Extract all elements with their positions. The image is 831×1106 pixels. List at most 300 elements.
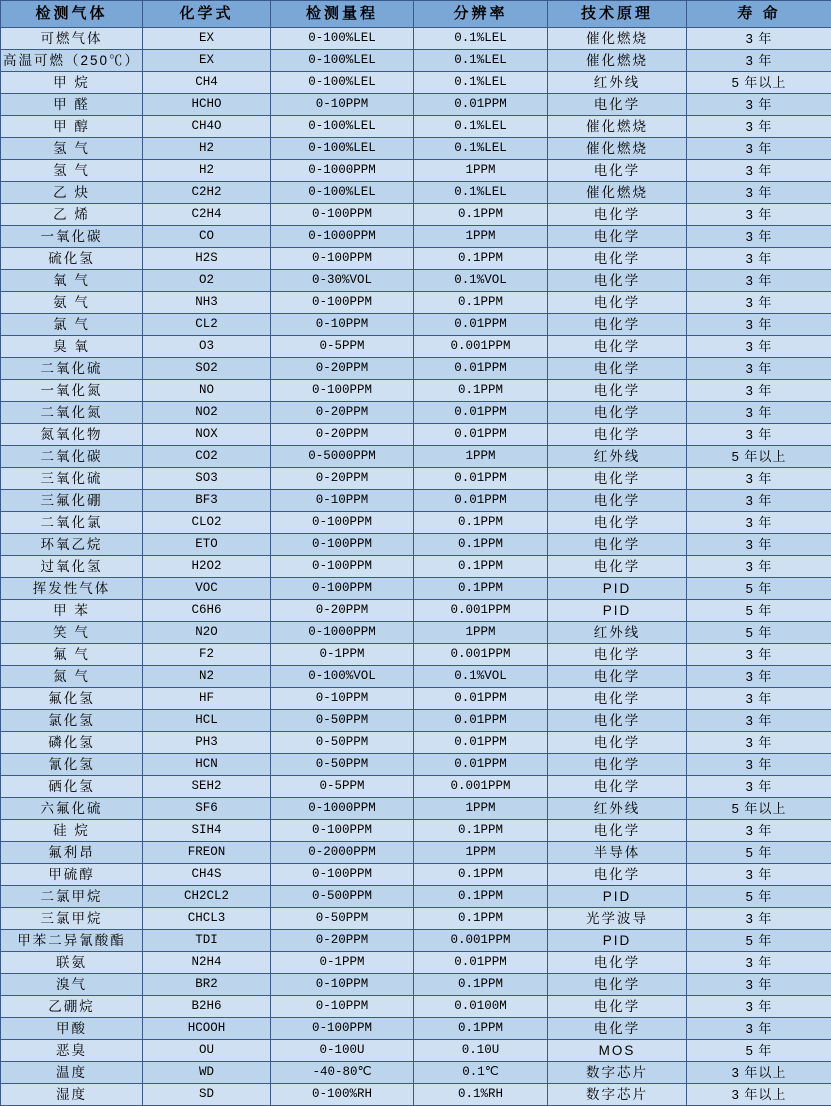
table-row xyxy=(1,314,831,336)
cell-gas: 联氨 xyxy=(1,952,143,974)
cell-resolution: 1PPM xyxy=(414,160,548,182)
cell-principle: 催化燃烧 xyxy=(548,50,687,72)
cell-range: 0-100U xyxy=(271,1040,414,1062)
cell-lifespan: 3 年 xyxy=(687,644,831,666)
table-row xyxy=(1,886,831,908)
cell-principle: PID xyxy=(548,600,687,622)
cell-range: 0-10PPM xyxy=(271,94,414,116)
cell-resolution: 0.1PPM xyxy=(414,512,548,534)
cell-formula: TDI xyxy=(143,930,271,952)
table-row xyxy=(1,446,831,468)
column-header-lifespan: 寿 命 xyxy=(687,1,831,28)
table-row xyxy=(1,160,831,182)
table-row xyxy=(1,644,831,666)
cell-range: 0-100PPM xyxy=(271,1018,414,1040)
cell-gas: 甲苯二异氰酸酯 xyxy=(1,930,143,952)
table-row xyxy=(1,1084,831,1106)
table-row xyxy=(1,908,831,930)
table-row xyxy=(1,336,831,358)
table-row xyxy=(1,1040,831,1062)
cell-resolution: 0.1PPM xyxy=(414,534,548,556)
cell-principle: 数字芯片 xyxy=(548,1084,687,1106)
cell-gas: 过氧化氢 xyxy=(1,556,143,578)
cell-range: 0-5PPM xyxy=(271,336,414,358)
cell-lifespan: 3 年 xyxy=(687,402,831,424)
cell-formula: HF xyxy=(143,688,271,710)
cell-resolution: 0.01PPM xyxy=(414,732,548,754)
cell-lifespan: 3 年 xyxy=(687,512,831,534)
cell-formula: SEH2 xyxy=(143,776,271,798)
cell-principle: 电化学 xyxy=(548,974,687,996)
cell-principle: 电化学 xyxy=(548,710,687,732)
cell-principle: 催化燃烧 xyxy=(548,182,687,204)
cell-gas: 磷化氢 xyxy=(1,732,143,754)
cell-principle: 电化学 xyxy=(548,314,687,336)
cell-range: 0-1000PPM xyxy=(271,798,414,820)
cell-resolution: 0.01PPM xyxy=(414,754,548,776)
cell-gas: 乙硼烷 xyxy=(1,996,143,1018)
cell-lifespan: 3 年 xyxy=(687,754,831,776)
table-row xyxy=(1,1018,831,1040)
cell-gas: 溴气 xyxy=(1,974,143,996)
cell-formula: HCOOH xyxy=(143,1018,271,1040)
cell-resolution: 0.01PPM xyxy=(414,358,548,380)
cell-formula: BF3 xyxy=(143,490,271,512)
cell-formula: CL2 xyxy=(143,314,271,336)
table-row xyxy=(1,864,831,886)
cell-principle: 电化学 xyxy=(548,204,687,226)
cell-formula: C6H6 xyxy=(143,600,271,622)
cell-formula: VOC xyxy=(143,578,271,600)
cell-gas: 氨 气 xyxy=(1,292,143,314)
cell-gas: 温度 xyxy=(1,1062,143,1084)
cell-lifespan: 3 年 xyxy=(687,710,831,732)
table-header xyxy=(1,1,831,28)
cell-lifespan: 5 年 xyxy=(687,600,831,622)
cell-range: 0-100PPM xyxy=(271,292,414,314)
cell-gas: 氰化氢 xyxy=(1,754,143,776)
cell-gas: 二氧化氯 xyxy=(1,512,143,534)
cell-gas: 环氧乙烷 xyxy=(1,534,143,556)
cell-principle: 红外线 xyxy=(548,446,687,468)
table-row xyxy=(1,600,831,622)
cell-formula: N2O xyxy=(143,622,271,644)
cell-resolution: 1PPM xyxy=(414,226,548,248)
cell-lifespan: 3 年以上 xyxy=(687,1084,831,1106)
cell-formula: HCHO xyxy=(143,94,271,116)
cell-resolution: 0.01PPM xyxy=(414,314,548,336)
cell-formula: N2H4 xyxy=(143,952,271,974)
cell-range: 0-100%LEL xyxy=(271,50,414,72)
table-row xyxy=(1,688,831,710)
cell-resolution: 0.001PPM xyxy=(414,930,548,952)
cell-range: 0-20PPM xyxy=(271,402,414,424)
cell-principle: 电化学 xyxy=(548,270,687,292)
cell-principle: 数字芯片 xyxy=(548,1062,687,1084)
cell-formula: H2 xyxy=(143,138,271,160)
cell-lifespan: 3 年以上 xyxy=(687,1062,831,1084)
cell-principle: 电化学 xyxy=(548,1018,687,1040)
cell-gas: 硅 烷 xyxy=(1,820,143,842)
cell-lifespan: 3 年 xyxy=(687,952,831,974)
cell-principle: PID xyxy=(548,886,687,908)
cell-range: -40-80℃ xyxy=(271,1062,414,1084)
cell-gas: 甲硫醇 xyxy=(1,864,143,886)
cell-resolution: 0.1PPM xyxy=(414,380,548,402)
column-header-formula: 化学式 xyxy=(143,1,271,28)
cell-lifespan: 3 年 xyxy=(687,996,831,1018)
table-row xyxy=(1,930,831,952)
table-row xyxy=(1,842,831,864)
cell-range: 0-1PPM xyxy=(271,644,414,666)
cell-lifespan: 3 年 xyxy=(687,534,831,556)
cell-resolution: 0.1%RH xyxy=(414,1084,548,1106)
cell-range: 0-500PPM xyxy=(271,886,414,908)
cell-principle: 电化学 xyxy=(548,688,687,710)
cell-resolution: 0.001PPM xyxy=(414,336,548,358)
cell-gas: 挥发性气体 xyxy=(1,578,143,600)
cell-gas: 甲 烷 xyxy=(1,72,143,94)
cell-formula: NO xyxy=(143,380,271,402)
cell-gas: 氢 气 xyxy=(1,138,143,160)
cell-lifespan: 3 年 xyxy=(687,116,831,138)
table-row xyxy=(1,534,831,556)
cell-gas: 氯 气 xyxy=(1,314,143,336)
cell-formula: OU xyxy=(143,1040,271,1062)
table-row xyxy=(1,28,831,50)
cell-gas: 乙 烯 xyxy=(1,204,143,226)
cell-principle: 半导体 xyxy=(548,842,687,864)
cell-range: 0-10PPM xyxy=(271,996,414,1018)
cell-resolution: 0.01PPM xyxy=(414,402,548,424)
cell-principle: 电化学 xyxy=(548,512,687,534)
cell-gas: 乙 炔 xyxy=(1,182,143,204)
cell-formula: CH4S xyxy=(143,864,271,886)
table-row xyxy=(1,512,831,534)
cell-range: 0-100PPM xyxy=(271,248,414,270)
cell-lifespan: 5 年 xyxy=(687,578,831,600)
cell-resolution: 0.1PPM xyxy=(414,886,548,908)
cell-resolution: 0.1PPM xyxy=(414,556,548,578)
cell-lifespan: 3 年 xyxy=(687,776,831,798)
cell-range: 0-2000PPM xyxy=(271,842,414,864)
cell-range: 0-1000PPM xyxy=(271,622,414,644)
cell-resolution: 1PPM xyxy=(414,842,548,864)
cell-gas: 氯化氢 xyxy=(1,710,143,732)
cell-principle: 电化学 xyxy=(548,754,687,776)
cell-formula: SIH4 xyxy=(143,820,271,842)
cell-gas: 氮氧化物 xyxy=(1,424,143,446)
cell-formula: NOX xyxy=(143,424,271,446)
cell-resolution: 0.1%LEL xyxy=(414,138,548,160)
cell-range: 0-20PPM xyxy=(271,424,414,446)
cell-formula: H2S xyxy=(143,248,271,270)
cell-principle: 电化学 xyxy=(548,666,687,688)
cell-principle: 电化学 xyxy=(548,402,687,424)
cell-gas: 甲 醇 xyxy=(1,116,143,138)
cell-principle: 电化学 xyxy=(548,248,687,270)
table-row xyxy=(1,578,831,600)
cell-lifespan: 5 年以上 xyxy=(687,798,831,820)
cell-gas: 硫化氢 xyxy=(1,248,143,270)
table-row xyxy=(1,424,831,446)
cell-gas: 甲 醛 xyxy=(1,94,143,116)
cell-lifespan: 3 年 xyxy=(687,974,831,996)
cell-resolution: 0.01PPM xyxy=(414,952,548,974)
cell-range: 0-100PPM xyxy=(271,512,414,534)
cell-resolution: 0.01PPM xyxy=(414,424,548,446)
cell-resolution: 1PPM xyxy=(414,798,548,820)
cell-gas: 臭 氧 xyxy=(1,336,143,358)
cell-resolution: 0.001PPM xyxy=(414,776,548,798)
cell-formula: C2H4 xyxy=(143,204,271,226)
table-row xyxy=(1,666,831,688)
cell-resolution: 0.0100M xyxy=(414,996,548,1018)
cell-principle: 电化学 xyxy=(548,864,687,886)
table-row xyxy=(1,358,831,380)
cell-principle: 电化学 xyxy=(548,358,687,380)
cell-formula: SO2 xyxy=(143,358,271,380)
cell-gas: 氢 气 xyxy=(1,160,143,182)
table-row xyxy=(1,270,831,292)
cell-formula: C2H2 xyxy=(143,182,271,204)
cell-range: 0-10PPM xyxy=(271,688,414,710)
cell-lifespan: 5 年 xyxy=(687,842,831,864)
cell-lifespan: 5 年以上 xyxy=(687,446,831,468)
cell-formula: CHCL3 xyxy=(143,908,271,930)
cell-resolution: 0.1℃ xyxy=(414,1062,548,1084)
cell-formula: EX xyxy=(143,50,271,72)
cell-resolution: 0.01PPM xyxy=(414,468,548,490)
table-row xyxy=(1,226,831,248)
cell-principle: 电化学 xyxy=(548,556,687,578)
cell-resolution: 0.1PPM xyxy=(414,204,548,226)
cell-range: 0-100PPM xyxy=(271,556,414,578)
cell-lifespan: 3 年 xyxy=(687,138,831,160)
cell-lifespan: 3 年 xyxy=(687,248,831,270)
cell-lifespan: 3 年 xyxy=(687,1018,831,1040)
cell-gas: 六氟化硫 xyxy=(1,798,143,820)
cell-lifespan: 3 年 xyxy=(687,336,831,358)
table-header-row xyxy=(1,1,831,28)
cell-gas: 氧 气 xyxy=(1,270,143,292)
cell-resolution: 0.01PPM xyxy=(414,490,548,512)
cell-range: 0-20PPM xyxy=(271,468,414,490)
cell-resolution: 0.10U xyxy=(414,1040,548,1062)
cell-range: 0-1000PPM xyxy=(271,226,414,248)
cell-resolution: 0.1%VOL xyxy=(414,666,548,688)
cell-gas: 恶臭 xyxy=(1,1040,143,1062)
cell-principle: 红外线 xyxy=(548,622,687,644)
table-row xyxy=(1,138,831,160)
cell-gas: 二氧化氮 xyxy=(1,402,143,424)
cell-principle: 电化学 xyxy=(548,336,687,358)
table-row xyxy=(1,468,831,490)
column-header-range: 检测量程 xyxy=(271,1,414,28)
cell-range: 0-5000PPM xyxy=(271,446,414,468)
cell-resolution: 0.1PPM xyxy=(414,820,548,842)
cell-range: 0-5PPM xyxy=(271,776,414,798)
cell-formula: SO3 xyxy=(143,468,271,490)
cell-lifespan: 3 年 xyxy=(687,292,831,314)
cell-lifespan: 3 年 xyxy=(687,28,831,50)
cell-gas: 三氟化硼 xyxy=(1,490,143,512)
cell-resolution: 1PPM xyxy=(414,622,548,644)
cell-lifespan: 3 年 xyxy=(687,94,831,116)
cell-range: 0-100PPM xyxy=(271,204,414,226)
cell-range: 0-10PPM xyxy=(271,974,414,996)
cell-principle: PID xyxy=(548,930,687,952)
cell-formula: CO xyxy=(143,226,271,248)
cell-formula: BR2 xyxy=(143,974,271,996)
cell-range: 0-100%LEL xyxy=(271,28,414,50)
cell-formula: H2 xyxy=(143,160,271,182)
cell-lifespan: 3 年 xyxy=(687,226,831,248)
cell-gas: 氟化氢 xyxy=(1,688,143,710)
cell-range: 0-100%LEL xyxy=(271,116,414,138)
table-row xyxy=(1,820,831,842)
cell-resolution: 0.1PPM xyxy=(414,292,548,314)
cell-principle: 电化学 xyxy=(548,534,687,556)
cell-lifespan: 5 年以上 xyxy=(687,72,831,94)
cell-gas: 高温可燃（250℃） xyxy=(1,50,143,72)
cell-gas: 可燃气体 xyxy=(1,28,143,50)
cell-principle: 电化学 xyxy=(548,644,687,666)
cell-principle: 光学波导 xyxy=(548,908,687,930)
table-row xyxy=(1,248,831,270)
cell-lifespan: 3 年 xyxy=(687,732,831,754)
table-row xyxy=(1,50,831,72)
table-row xyxy=(1,380,831,402)
cell-gas: 甲 苯 xyxy=(1,600,143,622)
cell-formula: O2 xyxy=(143,270,271,292)
cell-formula: SF6 xyxy=(143,798,271,820)
cell-lifespan: 3 年 xyxy=(687,358,831,380)
cell-lifespan: 3 年 xyxy=(687,160,831,182)
table-row xyxy=(1,754,831,776)
cell-lifespan: 5 年 xyxy=(687,1040,831,1062)
cell-lifespan: 5 年 xyxy=(687,930,831,952)
cell-resolution: 0.1PPM xyxy=(414,248,548,270)
cell-gas: 硒化氢 xyxy=(1,776,143,798)
cell-principle: 电化学 xyxy=(548,490,687,512)
cell-gas: 一氧化氮 xyxy=(1,380,143,402)
cell-gas: 二氯甲烷 xyxy=(1,886,143,908)
table-row xyxy=(1,556,831,578)
cell-resolution: 0.001PPM xyxy=(414,644,548,666)
cell-range: 0-50PPM xyxy=(271,908,414,930)
cell-principle: MOS xyxy=(548,1040,687,1062)
cell-resolution: 0.01PPM xyxy=(414,94,548,116)
cell-resolution: 1PPM xyxy=(414,446,548,468)
cell-lifespan: 3 年 xyxy=(687,490,831,512)
cell-range: 0-20PPM xyxy=(271,600,414,622)
table-row xyxy=(1,798,831,820)
cell-formula: F2 xyxy=(143,644,271,666)
cell-resolution: 0.1PPM xyxy=(414,908,548,930)
cell-resolution: 0.01PPM xyxy=(414,688,548,710)
cell-gas: 氟 气 xyxy=(1,644,143,666)
cell-principle: 电化学 xyxy=(548,952,687,974)
cell-range: 0-10PPM xyxy=(271,314,414,336)
cell-range: 0-100%LEL xyxy=(271,182,414,204)
cell-resolution: 0.1%VOL xyxy=(414,270,548,292)
table-row xyxy=(1,622,831,644)
cell-lifespan: 3 年 xyxy=(687,820,831,842)
cell-range: 0-20PPM xyxy=(271,358,414,380)
cell-formula: N2 xyxy=(143,666,271,688)
cell-formula: CO2 xyxy=(143,446,271,468)
cell-resolution: 0.001PPM xyxy=(414,600,548,622)
table-row xyxy=(1,204,831,226)
cell-range: 0-10PPM xyxy=(271,490,414,512)
cell-formula: FREON xyxy=(143,842,271,864)
cell-formula: NH3 xyxy=(143,292,271,314)
cell-lifespan: 3 年 xyxy=(687,50,831,72)
cell-formula: WD xyxy=(143,1062,271,1084)
cell-formula: CH2CL2 xyxy=(143,886,271,908)
table-row xyxy=(1,996,831,1018)
cell-gas: 笑 气 xyxy=(1,622,143,644)
table-row xyxy=(1,490,831,512)
cell-gas: 甲酸 xyxy=(1,1018,143,1040)
cell-formula: CLO2 xyxy=(143,512,271,534)
cell-formula: CH4 xyxy=(143,72,271,94)
cell-resolution: 0.1%LEL xyxy=(414,116,548,138)
cell-formula: HCL xyxy=(143,710,271,732)
cell-principle: 电化学 xyxy=(548,820,687,842)
cell-gas: 二氧化硫 xyxy=(1,358,143,380)
column-header-gas: 检测气体 xyxy=(1,1,143,28)
cell-lifespan: 3 年 xyxy=(687,314,831,336)
table-row xyxy=(1,402,831,424)
cell-formula: ETO xyxy=(143,534,271,556)
cell-gas: 一氧化碳 xyxy=(1,226,143,248)
cell-gas: 氟利昂 xyxy=(1,842,143,864)
table-row xyxy=(1,776,831,798)
table-row xyxy=(1,182,831,204)
cell-principle: 红外线 xyxy=(548,72,687,94)
cell-range: 0-100%LEL xyxy=(271,72,414,94)
table-row xyxy=(1,974,831,996)
cell-gas: 三氧化硫 xyxy=(1,468,143,490)
cell-range: 0-100PPM xyxy=(271,380,414,402)
cell-principle: 电化学 xyxy=(548,732,687,754)
cell-range: 0-100PPM xyxy=(271,820,414,842)
table-body xyxy=(1,28,831,1106)
column-header-principle: 技术原理 xyxy=(548,1,687,28)
column-header-resolution: 分辨率 xyxy=(414,1,548,28)
cell-principle: 红外线 xyxy=(548,798,687,820)
cell-resolution: 0.1%LEL xyxy=(414,28,548,50)
cell-range: 0-100PPM xyxy=(271,864,414,886)
cell-range: 0-100%LEL xyxy=(271,138,414,160)
cell-gas: 湿度 xyxy=(1,1084,143,1106)
cell-lifespan: 3 年 xyxy=(687,688,831,710)
cell-principle: 电化学 xyxy=(548,424,687,446)
cell-principle: PID xyxy=(548,578,687,600)
cell-lifespan: 3 年 xyxy=(687,270,831,292)
cell-lifespan: 5 年 xyxy=(687,622,831,644)
cell-principle: 电化学 xyxy=(548,996,687,1018)
cell-principle: 催化燃烧 xyxy=(548,116,687,138)
cell-gas: 三氯甲烷 xyxy=(1,908,143,930)
table-row xyxy=(1,952,831,974)
cell-formula: B2H6 xyxy=(143,996,271,1018)
cell-formula: SD xyxy=(143,1084,271,1106)
table-row xyxy=(1,72,831,94)
cell-resolution: 0.1%LEL xyxy=(414,72,548,94)
